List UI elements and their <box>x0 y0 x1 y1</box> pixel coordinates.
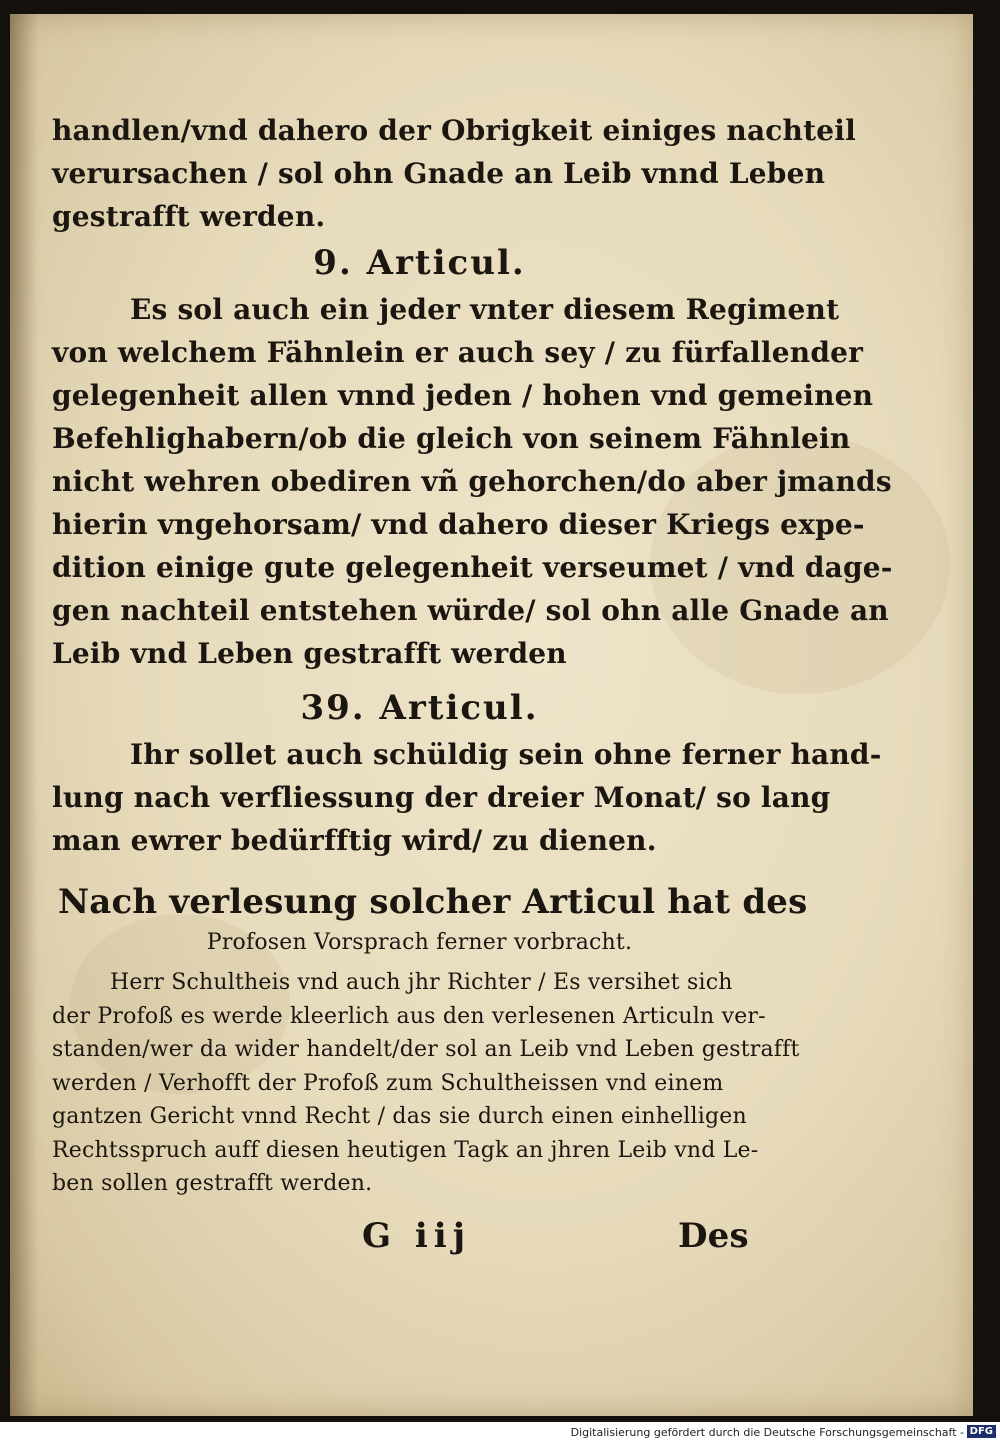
signature-mark: G iij <box>362 1215 472 1256</box>
text-line: Befehlighabern/ob die gleich von seinem Fähnlein <box>52 422 851 455</box>
text-line: nicht wehren obediren vñ gehorchen/do aber jmands <box>52 465 892 498</box>
text-line: lung nach verfliessung der dreier Monat/ so lang <box>52 781 831 814</box>
text-line: Es sol auch ein jeder vnter diesem Regiment <box>130 293 840 326</box>
text-line: hierin vngehorsam/ vnd dahero dieser Kriegs expe- <box>52 508 865 541</box>
text-line: der Profoß es werde kleerlich aus den verlesenen Articuln ver- <box>52 1003 766 1029</box>
text-line: dition einige gute gelegenheit verseumet / vnd dage- <box>52 551 893 584</box>
text-line: Ihr sollet auch schüldig sein ohne ferner hand- <box>130 738 882 771</box>
article-heading: 39. Articul. <box>300 688 539 728</box>
article-heading: 9. Articul. <box>313 243 526 283</box>
text-line: Leib vnd Leben gestrafft werden <box>52 637 567 670</box>
section-caption: Nach verlesung solcher Articul hat des <box>58 882 808 922</box>
text-line: standen/wer da wider handelt/der sol an Leib vnd Leben gestrafft <box>52 1037 800 1062</box>
text-line: Herr Schultheis vnd auch jhr Richter / Es versihet sich <box>110 970 733 995</box>
text-line: gelegenheit allen vnnd jeden / hohen vnd gemeinen <box>52 379 874 412</box>
text-line: Rechtsspruch auff diesen heutigen Tagk an jhren Leib vnd Le- <box>52 1137 759 1163</box>
text-line: gantzen Gericht vnnd Recht / das sie durch einen einhelligen <box>52 1104 747 1129</box>
text-line: gestrafft werden. <box>52 200 326 233</box>
dfg-logo: DFG <box>967 1425 996 1438</box>
text-line: gen nachteil entstehen würde/ sol ohn alle Gnade an <box>52 594 889 627</box>
section-subcaption: Profosen Vorsprach ferner vorbracht. <box>206 930 633 955</box>
funding-credit: Digitalisierung gefördert durch die Deutsche Forschungsgemeinschaft - <box>570 1426 964 1439</box>
page-gutter-shadow <box>10 14 38 1416</box>
text-line: ben sollen gestrafft werden. <box>52 1171 373 1196</box>
text-line: verursachen / sol ohn Gnade an Leib vnnd Leben <box>52 157 826 190</box>
text-line: werden / Verhofft der Profoß zum Schultheissen vnd einem <box>52 1070 724 1096</box>
text-line: handlen/vnd dahero der Obrigkeit einiges nachteil <box>52 114 856 147</box>
book-page <box>10 14 973 1416</box>
text-line: man ewrer bedürfftig wird/ zu dienen. <box>52 824 657 857</box>
page-text <box>52 109 893 1261</box>
page-foot <box>52 1211 787 1261</box>
digitization-footer <box>0 1422 1000 1444</box>
catchword: Des <box>678 1215 749 1256</box>
text-line: von welchem Fähnlein er auch sey / zu fürfallender <box>52 336 864 369</box>
